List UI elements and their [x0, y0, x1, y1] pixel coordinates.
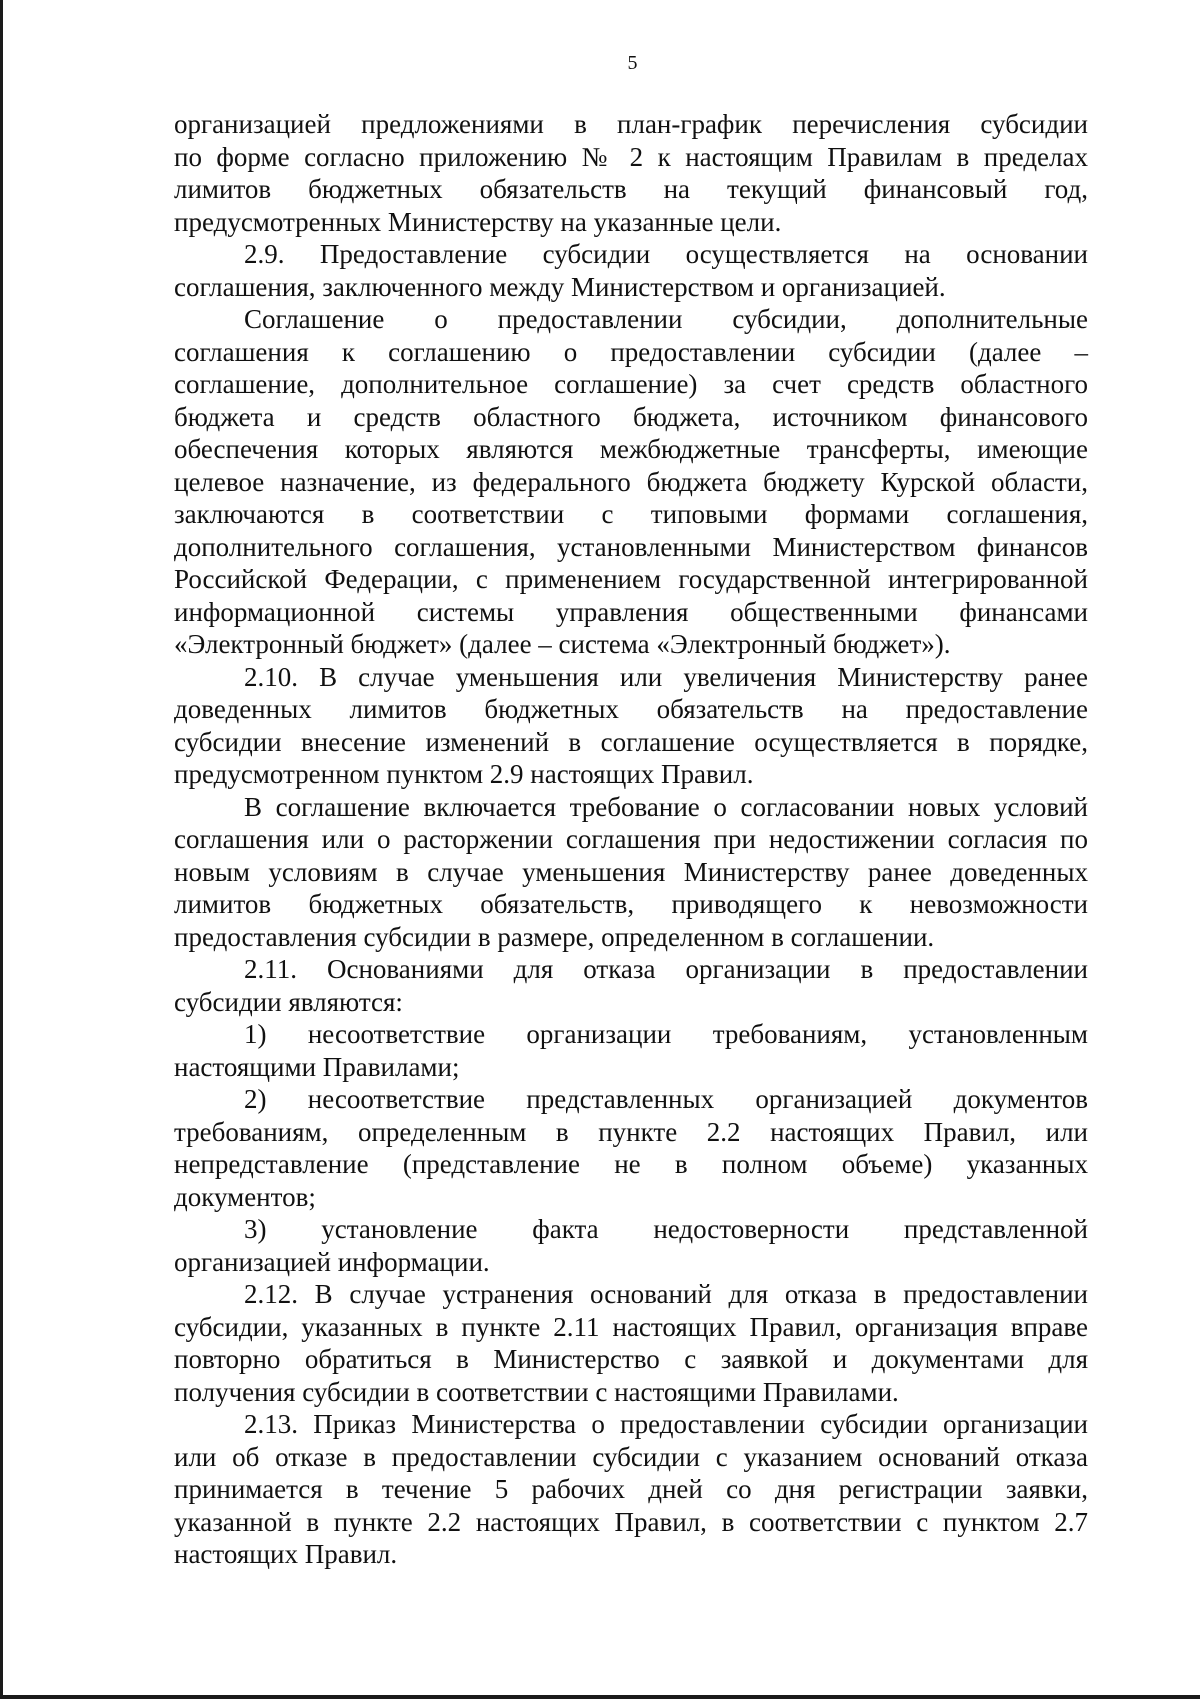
- text-line: лимитов бюджетных обязательств, приводящего к невозможности: [174, 889, 1088, 919]
- text-line: Соглашение о предоставлении субсидии, дополнительные: [244, 304, 1088, 334]
- text-line: дополнительного соглашения, установленными Министерством финансов: [174, 531, 1088, 562]
- text-line: 3) установление факта недостоверности представленной: [244, 1214, 1088, 1244]
- text-line: предусмотренных Министерству на указанные цели.: [174, 206, 782, 237]
- text-line: получения субсидии в соответствии с настоящими Правилами.: [174, 1376, 899, 1407]
- text-line: или об отказе в предоставлении субсидии с указанием оснований отказа: [174, 1441, 1088, 1472]
- text-line: доведенных лимитов бюджетных обязательств на предоставление: [174, 694, 1088, 724]
- text-line: настоящими Правилами;: [174, 1051, 460, 1082]
- text-line: повторно обратиться в Министерство с заявкой и документами для: [174, 1344, 1088, 1374]
- text-line: непредставление (представление не в полном объеме) указанных: [174, 1149, 1088, 1179]
- text-line: Российской Федерации, с применением государственной интегрированной: [174, 564, 1088, 594]
- text-line: соглашение, дополнительное соглашение) за счет средств областного: [174, 369, 1088, 399]
- text-line: 2.9. Предоставление субсидии осуществляется на основании: [244, 239, 1088, 269]
- scan-edge-bottom: [0, 1695, 1200, 1699]
- text-line: соглашения к соглашению о предоставлении субсидии (далее –: [174, 336, 1088, 367]
- scan-edge-left: [0, 0, 3, 1699]
- text-line: обеспечения которых являются межбюджетные трансферты, имеющие: [174, 434, 1088, 464]
- text-line: указанной в пункте 2.2 настоящих Правил, в соответствии с пунктом 2.7: [174, 1506, 1088, 1537]
- text-line: 2.13. Приказ Министерства о предоставлении субсидии организации: [244, 1409, 1088, 1439]
- text-line: 2.12. В случае устранения оснований для отказа в предоставлении: [244, 1279, 1088, 1309]
- text-line: по форме согласно приложению № 2 к настоящим Правилам в пределах: [174, 141, 1088, 172]
- text-line: 1) несоответствие организации требованиям, установленным: [244, 1019, 1088, 1049]
- text-line: 2.10. В случае уменьшения или увеличения Министерству ранее: [244, 661, 1088, 692]
- text-line: предоставления субсидии в размере, определенном в соглашении.: [174, 921, 935, 952]
- text-line: лимитов бюджетных обязательств на текущий финансовый год,: [174, 174, 1088, 204]
- text-line: субсидии внесение изменений в соглашение осуществляется в порядке,: [174, 726, 1088, 757]
- text-line: целевое назначение, из федерального бюджета бюджету Курской области,: [174, 466, 1088, 497]
- text-line: требованиям, определенным в пункте 2.2 настоящих Правил, или: [174, 1116, 1088, 1147]
- text-line: предусмотренном пунктом 2.9 настоящих Правил.: [174, 759, 754, 789]
- text-line: «Электронный бюджет» (далее – система «Электронный бюджет»).: [174, 629, 951, 659]
- text-line: организацией информации.: [174, 1246, 490, 1277]
- text-line: соглашения, заключенного между Министерством и организацией.: [174, 271, 946, 302]
- text-line: новым условиям в случае уменьшения Министерству ранее доведенных: [174, 856, 1088, 887]
- text-line: информационной системы управления общественными финансами: [174, 596, 1088, 627]
- text-line: 2) несоответствие представленных организацией документов: [244, 1084, 1088, 1114]
- page-number: 5: [627, 52, 638, 74]
- text-line: настоящих Правил.: [174, 1539, 398, 1569]
- document-body: [174, 108, 1088, 1571]
- text-line: организацией предложениями в план-график перечисления субсидии: [174, 109, 1088, 139]
- text-line: субсидии, указанных в пункте 2.11 настоящих Правил, организация вправе: [174, 1311, 1088, 1342]
- text-line: субсидии являются:: [174, 986, 403, 1017]
- text-line: 2.11. Основаниями для отказа организации в предоставлении: [244, 954, 1088, 984]
- text-line: документов;: [174, 1181, 316, 1212]
- text-line: заключаются в соответствии с типовыми формами соглашения,: [174, 499, 1088, 529]
- text-line: принимается в течение 5 рабочих дней со дня регистрации заявки,: [174, 1474, 1088, 1504]
- text-line: В соглашение включается требование о согласовании новых условий: [244, 791, 1088, 822]
- text-line: бюджета и средств областного бюджета, источником финансового: [174, 401, 1088, 432]
- text-line: соглашения или о расторжении соглашения при недостижении согласия по: [174, 824, 1088, 854]
